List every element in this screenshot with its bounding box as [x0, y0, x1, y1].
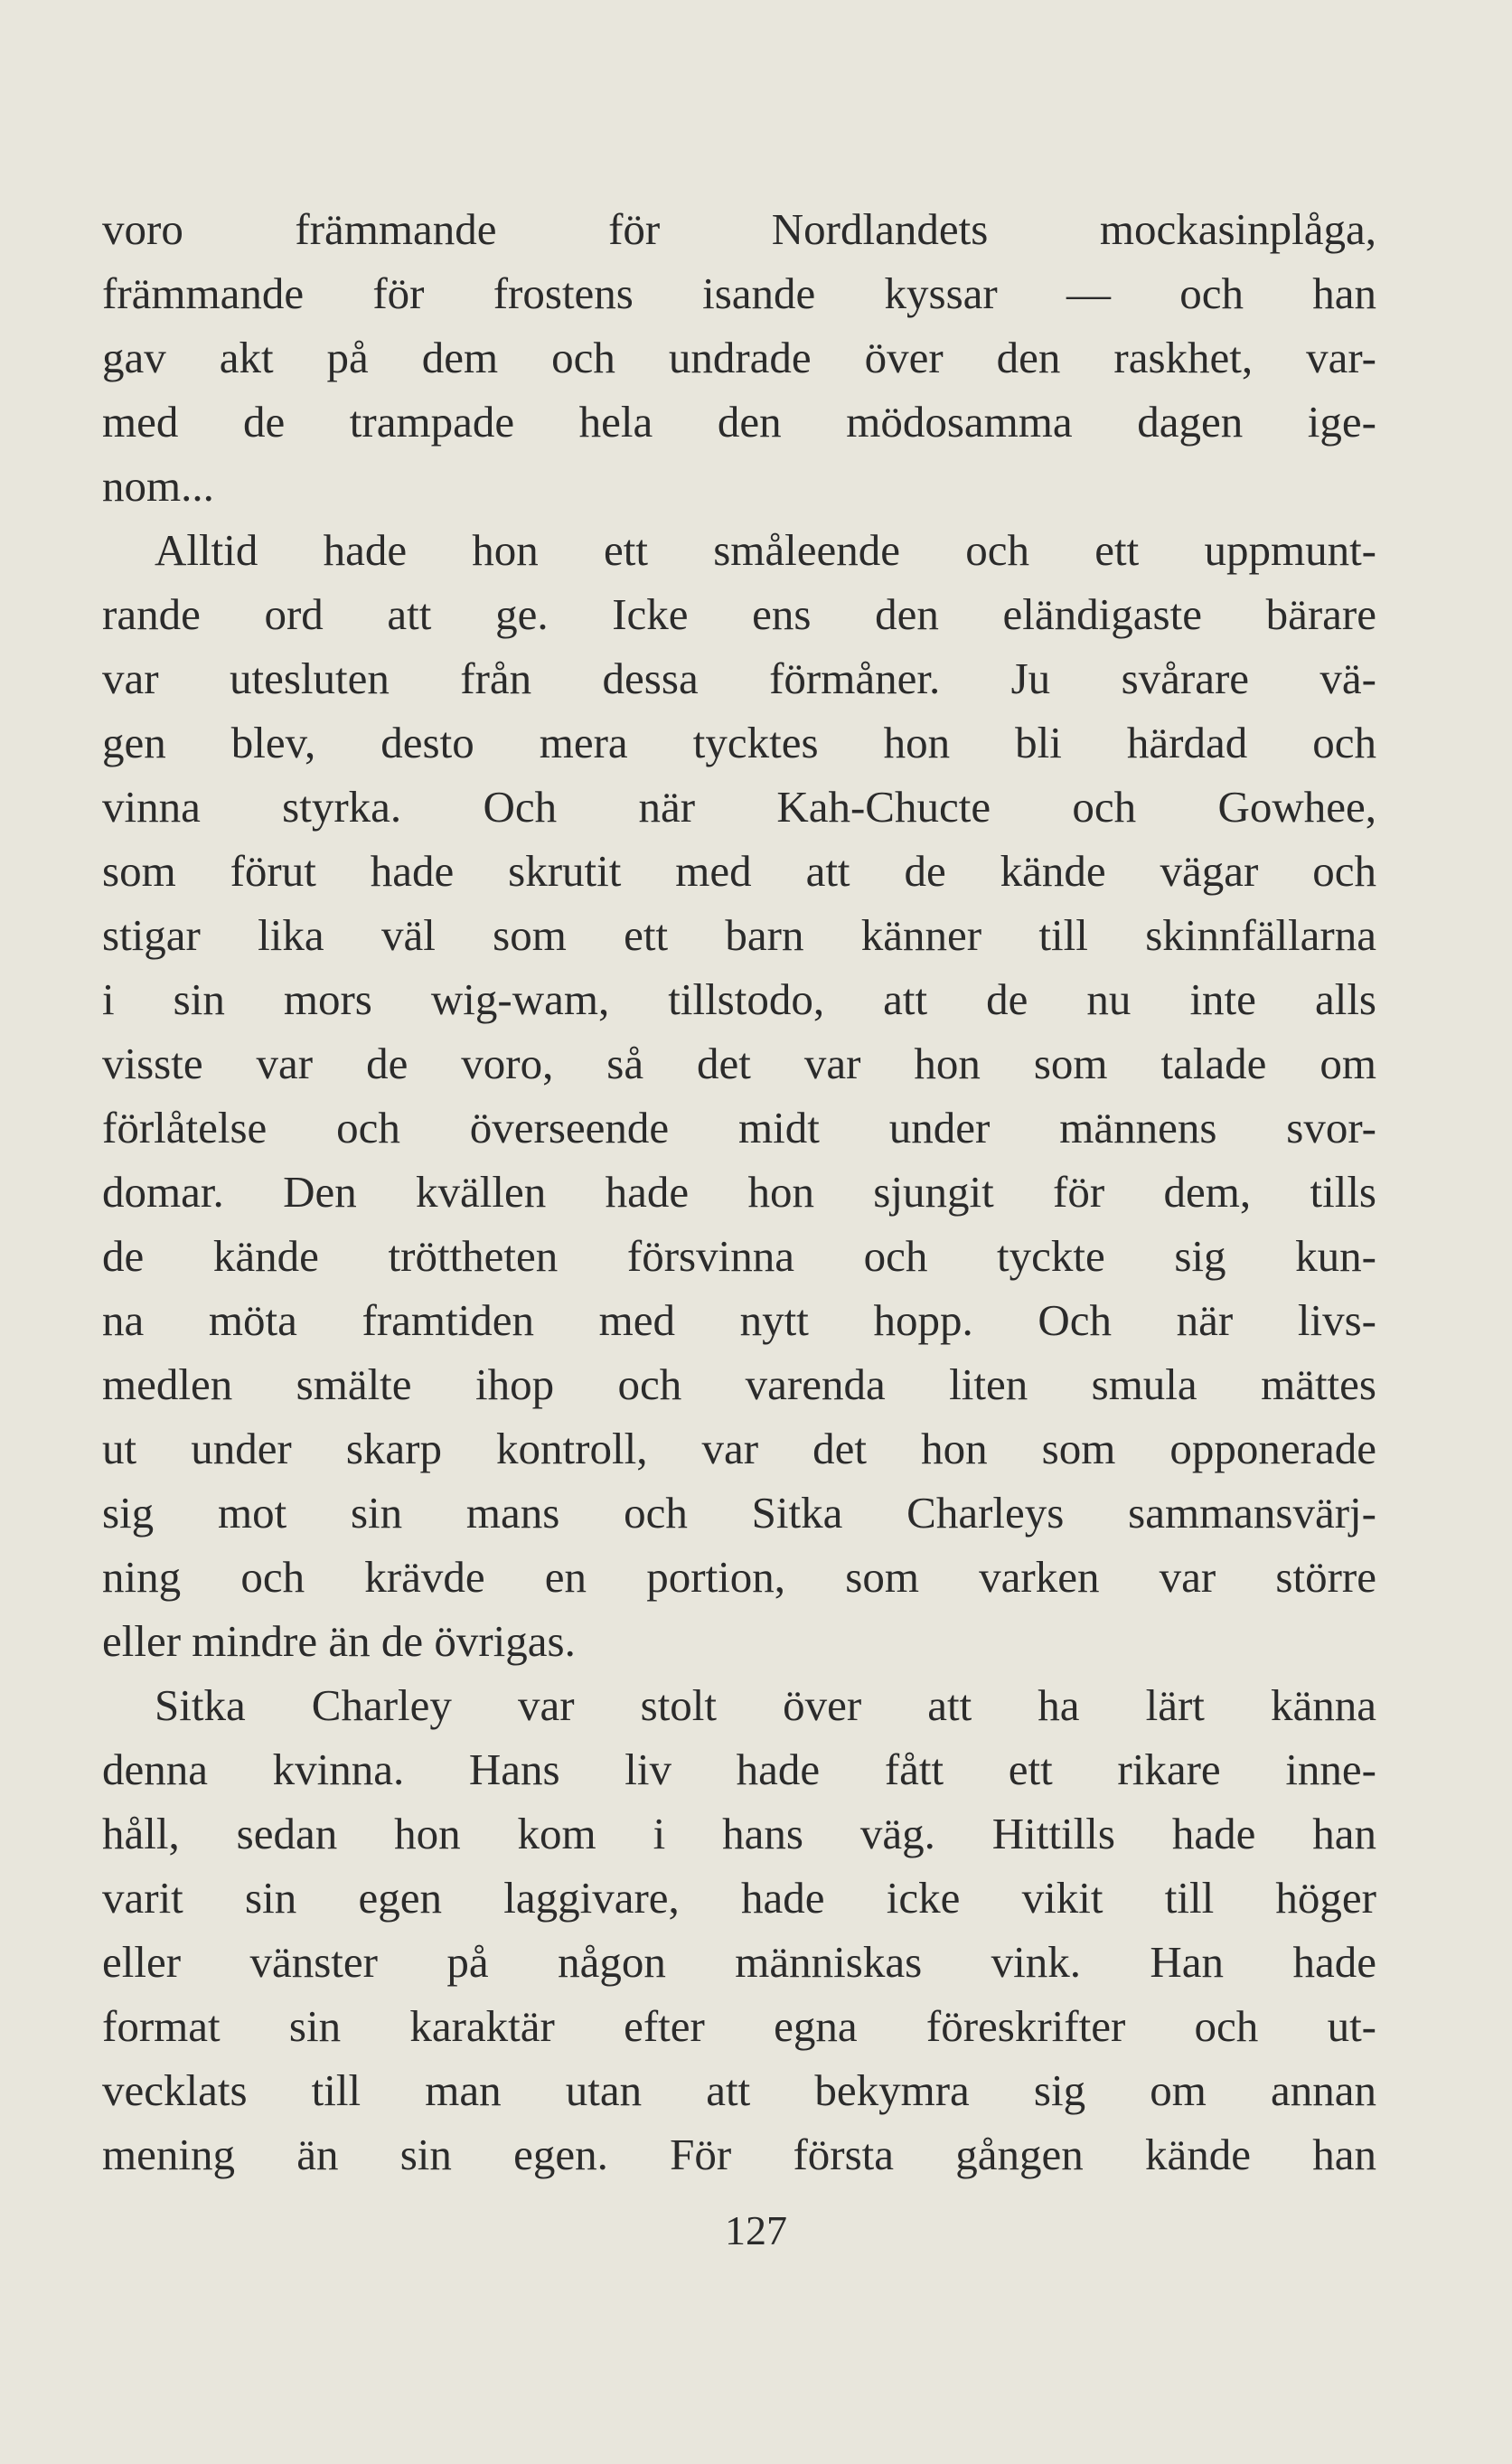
text-line: sig mot sin mans och Sitka Charleys sammansvärj- — [102, 1488, 1376, 1538]
text-line: gav akt på dem och undrade över den raskhet, var- — [102, 333, 1376, 382]
body-text — [102, 197, 1376, 2187]
text-line: varit sin egen laggivare, hade icke vikit till höger — [102, 1873, 1376, 1923]
text-line: denna kvinna. Hans liv hade fått ett rikare inne- — [102, 1745, 1376, 1794]
text-line: i sin mors wig-wam, tillstodo, att de nu inte alls — [102, 974, 1376, 1024]
text-line: format sin karaktär efter egna föreskrifter och ut- — [102, 2001, 1376, 2051]
text-line: medlen smälte ihop och varenda liten smula mättes — [102, 1359, 1376, 1409]
text-line: Sitka Charley var stolt över att ha lärt känna — [155, 1680, 1376, 1730]
text-line: eller vänster på någon människas vink. Han hade — [102, 1937, 1376, 1987]
text-line: voro främmande för Nordlandets mockasinplåga, — [102, 204, 1376, 254]
text-line: mening än sin egen. För första gången kände han — [102, 2130, 1376, 2179]
text-line: håll, sedan hon kom i hans väg. Hittills hade han — [102, 1809, 1376, 1858]
text-line: eller mindre än de övrigas. — [102, 1616, 576, 1666]
text-line: rande ord att ge. Icke ens den eländigaste bärare — [102, 589, 1376, 639]
text-line: de kände tröttheten försvinna och tyckte sig kun- — [102, 1231, 1376, 1281]
text-line: ning och krävde en portion, som varken var större — [102, 1552, 1376, 1602]
text-line: förlåtelse och överseende midt under männens svor- — [102, 1103, 1376, 1152]
text-line: främmande för frostens isande kyssar — och han — [102, 268, 1376, 318]
text-line: vecklats till man utan att bekymra sig om annan — [102, 2065, 1376, 2115]
text-line: vinna styrka. Och när Kah-Chucte och Gowhee, — [102, 782, 1376, 832]
text-line: gen blev, desto mera tycktes hon bli härdad och — [102, 718, 1376, 767]
text-line: na möta framtiden med nytt hopp. Och när livs- — [102, 1295, 1376, 1345]
text-line: ut under skarp kontroll, var det hon som opponerade — [102, 1424, 1376, 1473]
text-line: var utesluten från dessa förmåner. Ju svårare vä- — [102, 654, 1376, 703]
text-line: Alltid hade hon ett småleende och ett uppmunt- — [155, 525, 1376, 575]
text-line: nom... — [102, 461, 214, 511]
text-line: med de trampade hela den mödosamma dagen ige- — [102, 397, 1376, 447]
page-number: 127 — [725, 2207, 787, 2253]
text-line: visste var de voro, så det var hon som talade om — [102, 1039, 1376, 1088]
text-line: domar. Den kvällen hade hon sjungit för dem, tills — [102, 1167, 1376, 1217]
text-line: stigar lika väl som ett barn känner till skinnfällarna — [102, 910, 1376, 960]
text-line: som förut hade skrutit med att de kände vägar och — [102, 846, 1376, 896]
